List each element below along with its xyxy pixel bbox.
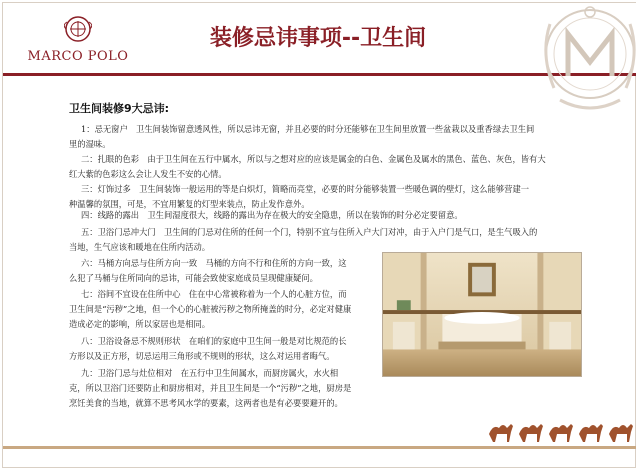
paragraph-1-line-1: 1：忌无窗户 卫生间装饰留意透风性，所以忌讳无窗，并且必要的时分还能够在卫生间里放置一些盆栽以及重香绿去卫生间 <box>81 124 535 134</box>
paragraph-3-line-1: 三：灯饰过多 卫生间装饰一般运用的等是白炽灯，简略而亮堂，必要的时分能够装置一些暖色调的壁灯，这么能够营建一 <box>81 184 530 194</box>
bathroom-photo <box>382 252 582 377</box>
paragraph-4 <box>69 208 581 223</box>
paragraph-5-line-1: 五：卫浴门忌冲大门 卫生间的门忌对住所的任何一个门，特别不宜与住所入户大门对冲，由于入户门是气口，是生气吸入的 <box>81 227 538 237</box>
paragraph-7-line-2: 卫生间是“污秽”之地，但一个心的心脏被污秽之物所掩盖的时分，必定对健康 <box>69 304 352 314</box>
brand-logo-text: MARCO POLO <box>27 49 129 64</box>
paragraph-1 <box>69 122 581 152</box>
paragraph-1-line-2: 里的湿味。 <box>69 139 111 149</box>
page-title: 装修忌讳事项--卫生间 <box>209 26 427 51</box>
paragraph-6 <box>69 256 377 286</box>
paragraph-6-line-1: 六：马桶方向忌与住所方向一致 马桶的方向不行和住所的方向一致，这 <box>81 258 347 268</box>
paragraph-4-line-1: 四：线路的露出 卫生间湿度很大，线路的露出为存在极大的安全隐患，所以在装饰的时分必定要留意。 <box>81 210 463 220</box>
paragraph-2-line-2: 红大紫的色彩这么会让人发生不安的心情。 <box>69 169 227 179</box>
paragraph-5-line-2: 当地，生气应该和暖地在住所内活动。 <box>69 242 211 252</box>
footer-line <box>3 446 636 449</box>
marco-polo-emblem-icon <box>64 15 92 43</box>
paragraph-8-line-1: 八：卫浴设备忌不规则形状 在咱们的家庭中卫生间一般是对比规范的长 <box>81 336 347 346</box>
m-monogram-watermark-icon <box>520 4 638 124</box>
paragraph-7-line-3: 造成必定的影响，所以家居也是相同。 <box>69 319 211 329</box>
paragraph-8 <box>69 334 377 364</box>
paragraph-7-line-1: 七：浴间不宜设在住所中心 住在中心常被称着为一个人的心脏方位，而 <box>81 289 347 299</box>
paragraph-2-line-1: 二：扎眼的色彩 由于卫生间在五行中属水，所以与之想对应的应该是属金的白色、金属色及属水的黑色、蓝色、灰色，皆有大 <box>81 154 546 164</box>
paragraph-6-line-2: 么犯了马桶与住所同向的忌讳，可能会致使家庭成员呈现健康疑问。 <box>69 273 318 283</box>
paragraph-3-line-2: 种温馨的氛围，可是，不宜用繁复的灯型来装点，防止发作意外。 <box>69 199 310 209</box>
paragraph-9-line-3: 烹饪美食的当地，就算不思考风水学的要素，这两者也是有必要要避开的。 <box>69 398 343 408</box>
paragraph-9-line-1: 九：卫浴门忌与灶位相对 在五行中卫生间属水，而厨房属火，水火相 <box>81 368 339 378</box>
camel-caravan-icon <box>485 412 635 444</box>
paragraph-2 <box>69 152 581 182</box>
paragraph-9-line-2: 克，所以卫浴门还要防止和厨房相对，并且卫生间是一个“污秽”之地，厨房是 <box>69 383 352 393</box>
paragraph-7 <box>69 287 377 332</box>
paragraph-8-line-2: 方形以及正方形，切忌运用三角形或不规则的形状，这么对运用者晦气。 <box>69 351 335 361</box>
paragraph-9 <box>69 366 377 411</box>
paragraph-5 <box>69 225 581 255</box>
brand-logo <box>23 13 133 69</box>
section-heading: 卫生间装修9大忌讳: <box>69 102 170 115</box>
